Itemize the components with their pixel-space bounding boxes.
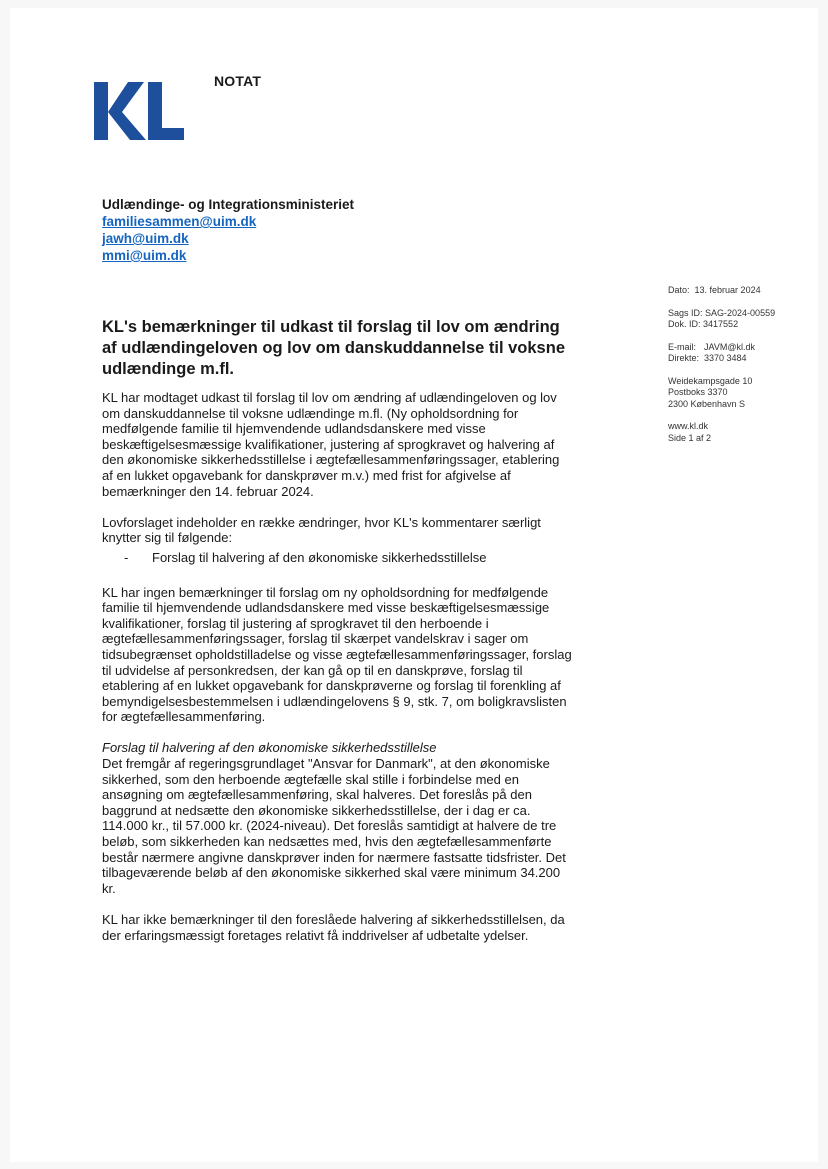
document-type: NOTAT: [214, 73, 262, 89]
id-group: [668, 308, 775, 331]
date-value: 13. februar 2024: [694, 285, 761, 295]
kl-logo: [94, 82, 190, 140]
dok-id-label: Dok. ID:: [668, 319, 701, 329]
paragraph-conclusion: KL har ikke bemærkninger til den foreslåede halvering af sikkerhedsstillelsen, da der erfaringsmæssigt foretages relativt få inddrivelser af udbetalte ydelser.: [102, 912, 565, 943]
bullet-marker: -: [124, 549, 129, 565]
website-link[interactable]: www.kl.dk: [668, 421, 709, 431]
section-subheading: Forslag til halvering af den økonomiske sikkerhedsstillelse: [102, 740, 437, 756]
sags-id-label: Sags ID:: [668, 307, 703, 318]
document-title: KL's bemærkninger til udkast til forslag til lov om ændring af udlændingeloven og lov om danskuddannelse til voksne udlændinge m.fl.: [102, 318, 565, 378]
web-group: [668, 421, 775, 444]
contact-email[interactable]: JAVM@kl.dk: [704, 341, 755, 352]
address-line: 2300 København S: [668, 398, 746, 409]
paragraph-halving: Det fremgår af regeringsgrundlaget "Ansvar for Danmark", at den økonomiske sikkerhed, som den herboende ægtefælle skal stille i forbindelse med en ansøgning om ægtefællesammenføring, skal halveres. Det foreslås på den baggrund at nedsætte den økonomiske sikkerhedsstillelse, der i dag er ca. 114.000 kr., til 57.000 kr. (2024-niveau). Det foreslås samtidigt at halvere de tre beløb, som sikkerheden kan nedsættes med, hvis den ægtefællesammenførte består nærmere angivne danskprøver inden for nærmere fastsatte tidsfrister. Det tilbageværende beløb af den økonomiske sikkerhed skal være minimum 34.200 kr.: [102, 756, 566, 896]
address-group: [668, 376, 775, 411]
address-line: Weidekampsgade 10: [668, 375, 753, 386]
recipient-block: [102, 196, 354, 264]
date-label: Dato:: [668, 285, 690, 295]
direct-phone-label: Direkte:: [668, 353, 700, 363]
document-metadata: [668, 285, 775, 455]
document-page: [10, 8, 818, 1162]
sags-id-value: SAG-2024-00559: [705, 307, 776, 318]
recipient-email-link[interactable]: familiesammen@uim.dk: [102, 214, 257, 229]
paragraph-no-remarks: KL har ingen bemærkninger til forslag om ny opholdsordning for medfølgende familie til hjemvendende udlandsdanskere med visse beskæftigelsesmæssige kvalifikationer, forslag til justering af sprogkravet til den herboende i ægtefællesammenføringssager, forslag til skærpet vandelskrav i sager om tidsubegrænset opholdstilladelse og visse ægtefællesammenføringssager, forslag til udvidelse af personkredsen, der kan gå op til en danskprøve, forslag til etablering af en lukket opgavebank for danskprøverne og forslag til forenkling af bemyndigelsesbestemmelsen i udlændingelovens § 9, stk. 7, om boligkravslisten for ægtefællesammenføring.: [102, 584, 572, 725]
recipient-name: Udlændinge- og Integrationsministeriet: [102, 197, 355, 212]
bullet-text: Forslag til halvering af den økonomiske sikkerhedsstillelse: [152, 549, 487, 565]
date-group: [668, 285, 775, 297]
paragraph-scope: Lovforslaget indeholder en række ændringer, hvor KL's kommentarer særligt knytter sig til følgende:: [102, 514, 541, 546]
address-line: Postboks 3370: [668, 387, 728, 397]
recipient-email-link[interactable]: jawh@uim.dk: [102, 231, 189, 246]
paragraph-intro: KL har modtaget udkast til forslag til lov om ændring af udlændingeloven og lov om danskuddannelse til voksne udlændinge m.fl. (Ny opholdsordning for medfølgende familie til hjemvendende udlandsdanskere med visse beskæftigelsesmæssige kvalifikationer, justering af sprogkravet og halvering af den økonomiske sikkerhedsstillelse i ægtefællesammenføringssager, etablering af en lukket opgavebank for danskprøver m.v.) med frist for afgivelse af bemærkninger den 14. februar 2024.: [102, 390, 560, 499]
direct-phone-value: 3370 3484: [704, 353, 747, 363]
dok-id-value: 3417552: [703, 319, 739, 329]
page-number: Side 1 af 2: [668, 432, 712, 443]
bullet-item: [124, 550, 572, 566]
contact-group: [668, 342, 775, 365]
section-halving: [102, 740, 572, 896]
recipient-email-link[interactable]: mmi@uim.dk: [102, 248, 187, 263]
email-label: E-mail:: [668, 341, 697, 352]
document-body: [102, 390, 572, 959]
